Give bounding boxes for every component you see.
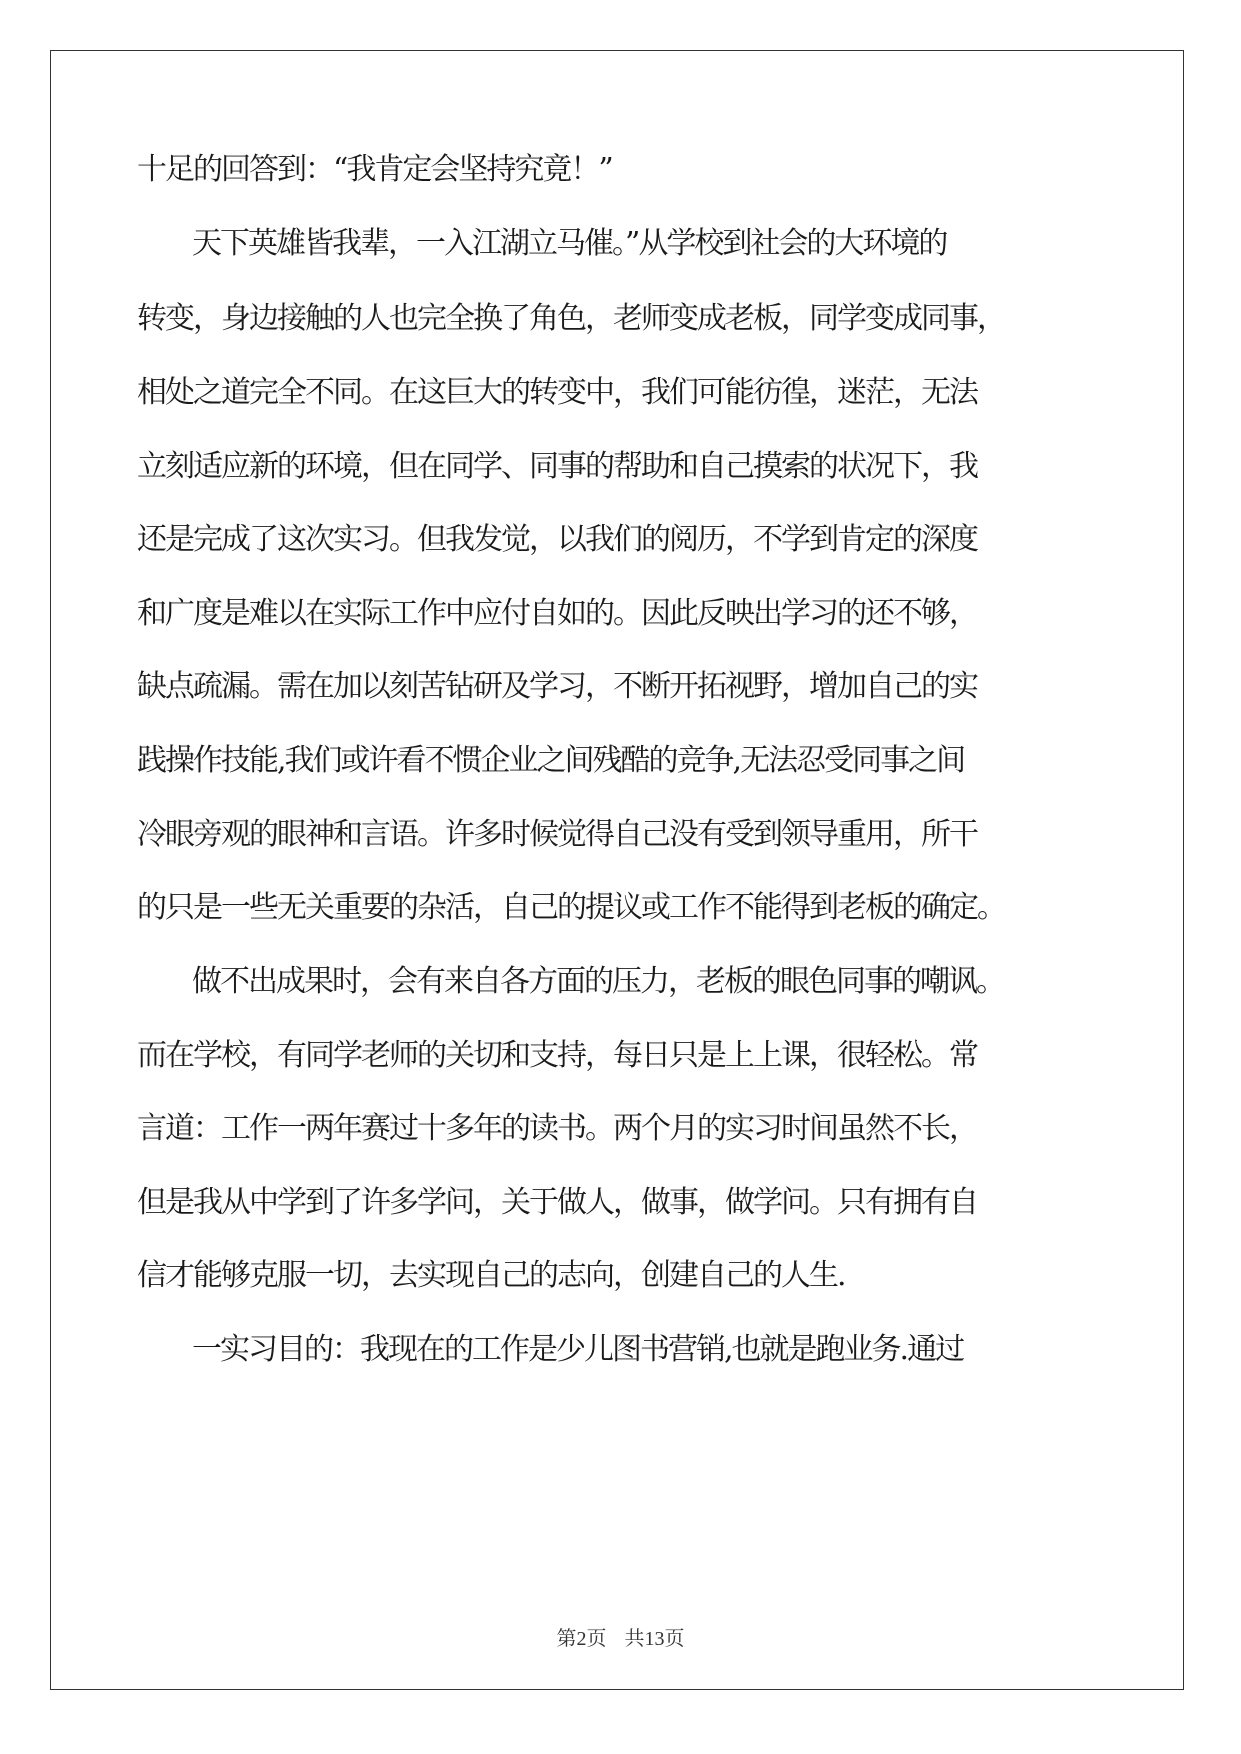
text-line: 一实习目的：我现在的工作是少儿图书营销,也就是跑业务.通过 bbox=[192, 1332, 964, 1367]
text-line: 做不出成果时，会有来自各方面的压力，老板的眼色同事的嘲讽。 bbox=[192, 964, 1004, 999]
text-line: 言道：工作一两年赛过十多年的读书。两个月的实习时间虽然不长， bbox=[137, 1111, 977, 1146]
text-line: 转变，身边接触的人也完全换了角色，老师变成老板，同学变成同事， bbox=[137, 301, 1005, 336]
text-line: 践操作技能,我们或许看不惯企业之间残酷的竞争,无法忍受同事之间 bbox=[137, 743, 965, 778]
text-line: 冷眼旁观的眼神和言语。许多时候觉得自己没有受到领导重用，所干 bbox=[137, 817, 977, 852]
text-line: 相处之道完全不同。在这巨大的转变中，我们可能彷徨，迷茫，无法 bbox=[137, 375, 977, 410]
text-line: 和广度是难以在实际工作中应付自如的。因此反映出学习的还不够， bbox=[137, 596, 977, 631]
text-line: 但是我从中学到了许多学问，关于做人，做事，做学问。只有拥有自 bbox=[137, 1185, 977, 1220]
text-line: 天下英雄皆我辈，一入江湖立马催。”从学校到社会的大环境的 bbox=[192, 226, 947, 261]
text-line: 十足的回答到：“我肯定会坚持究竟！” bbox=[137, 152, 612, 187]
text-line: 立刻适应新的环境，但在同学、同事的帮助和自己摸索的状况下，我 bbox=[137, 449, 977, 484]
text-line: 还是完成了这次实习。但我发觉，以我们的阅历，不学到肯定的深度 bbox=[137, 522, 977, 557]
text-line: 而在学校，有同学老师的关切和支持，每日只是上上课，很轻松。常 bbox=[137, 1038, 977, 1073]
page-footer bbox=[0, 1622, 1241, 1651]
text-line: 的只是一些无关重要的杂活，自己的提议或工作不能得到老板的确定。 bbox=[137, 890, 1005, 925]
text-line: 缺点疏漏。需在加以刻苦钻研及学习，不断开拓视野，增加自己的实 bbox=[137, 669, 977, 704]
page-number: 第2页 bbox=[556, 1628, 607, 1650]
page-total: 共13页 bbox=[624, 1628, 685, 1650]
text-line: 信才能够克服一切，去实现自己的志向，创建自己的人生. bbox=[137, 1258, 845, 1293]
